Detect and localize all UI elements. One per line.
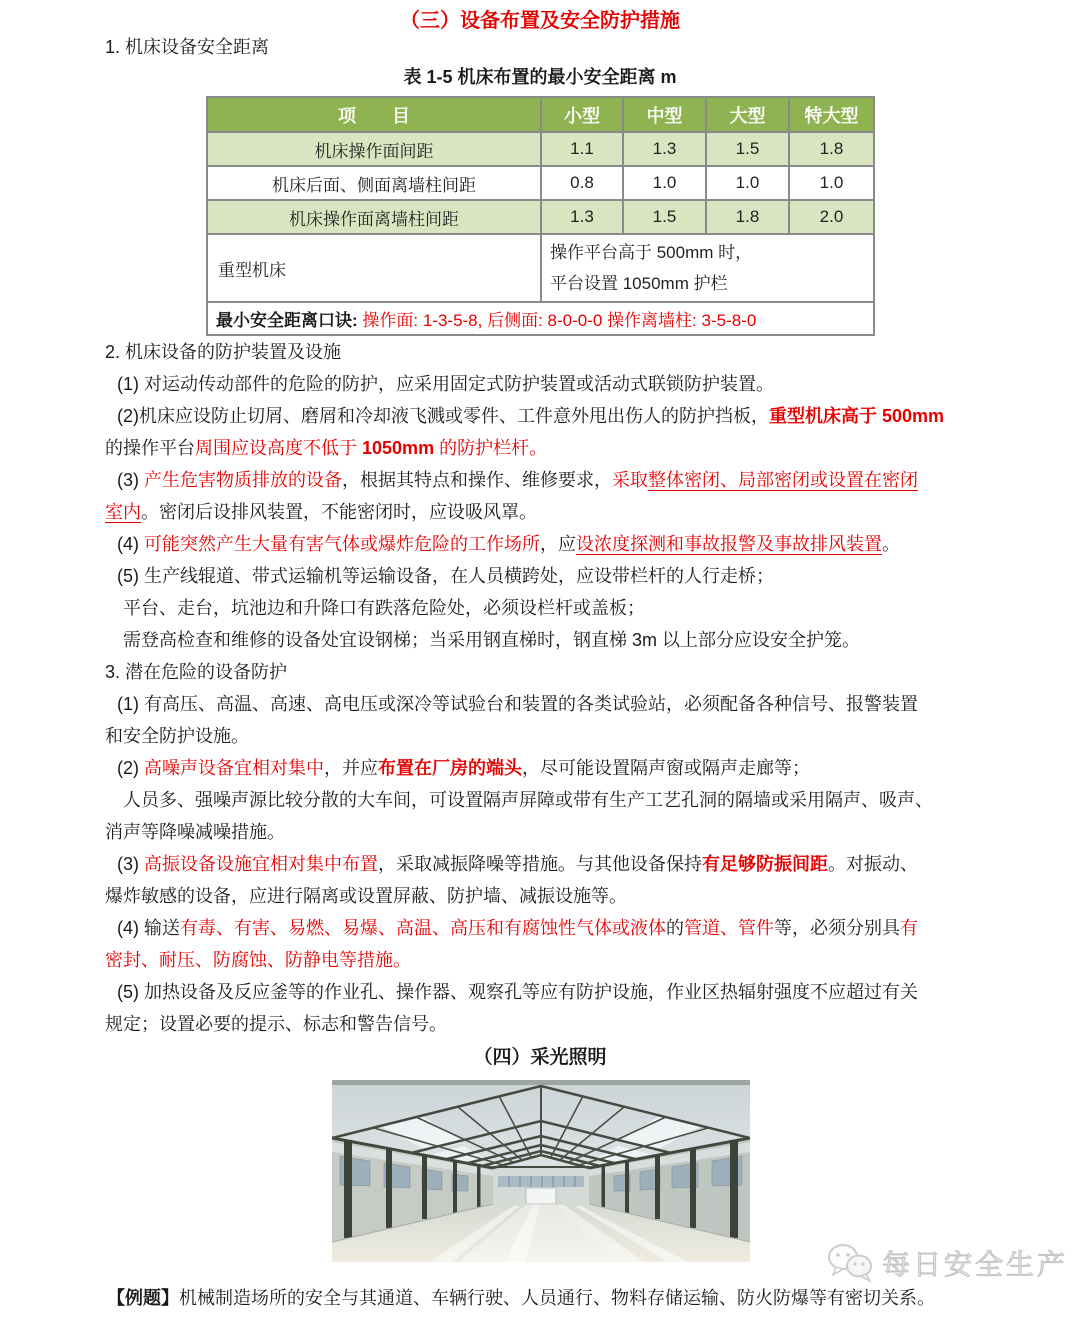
text-run: 平台、走台，坑池边和升降口有跌落危险处，必须设栏杆或盖板； — [123, 598, 645, 618]
table-header-row — [207, 97, 874, 132]
text-run: 的操作平台 — [105, 438, 195, 458]
heavy-machine-note — [541, 234, 874, 302]
text-line — [105, 816, 1065, 848]
text-run: 设浓度探测和事故报警及事故排风装置 — [576, 534, 882, 554]
text-line — [105, 752, 1065, 784]
text-run: 的防护栏杆。 — [434, 438, 548, 458]
text-line — [105, 528, 1065, 560]
text-run: 高噪声设备宜相对集中 — [144, 758, 324, 778]
col-header-medium: 中型 — [623, 97, 706, 132]
text-run: ，采取减振降噪等措施。与其他设备保持 — [378, 854, 702, 874]
text-run: (3) — [117, 854, 144, 874]
text-line — [105, 848, 1065, 880]
page-title: （三）设备布置及安全防护措施 — [400, 10, 680, 32]
text-run: 1050mm — [362, 438, 435, 458]
body-text — [105, 336, 1065, 1040]
text-run: 管道、管件 — [684, 918, 774, 938]
text-run: 等，必须分别具 — [774, 918, 900, 938]
wechat-icon — [826, 1242, 874, 1284]
section4-heading: （四）采光照明 — [473, 1047, 607, 1068]
text-run: 的 — [666, 918, 684, 938]
text-run: 产生危害物质排放的设备 — [144, 470, 342, 490]
heavy-note-line1: 操作平台高于 500mm 时， — [550, 243, 753, 262]
text-run: 人员多、强噪声源比较分散的大车间，可设置隔声屏障或带有生产工艺孔洞的隔墙或采用隔声、吸声、 — [123, 790, 933, 810]
text-line — [105, 944, 1065, 976]
text-line — [105, 720, 1065, 752]
row-value: 1.5 — [706, 132, 789, 166]
text-run: ，根据其特点和操作、维修要求， — [342, 470, 612, 490]
watermark-text: 每日安全生产 — [882, 1249, 1069, 1280]
col-header-large: 大型 — [706, 97, 789, 132]
text-line — [105, 784, 1065, 816]
row-value: 1.8 — [706, 200, 789, 234]
text-run: (5) 生产线辊道、带式运输机等运输设备，在人员横跨处，应设带栏杆的人行走桥； — [117, 566, 774, 586]
row-label: 机床操作面离墙柱间距 — [207, 200, 541, 234]
text-run: ，应 — [540, 534, 576, 554]
text-line — [105, 1008, 1065, 1040]
spacing-table-body — [207, 132, 874, 234]
section1-heading: 1. 机床设备安全距离 — [105, 37, 270, 57]
text-run: 整体密闭、局部密闭或设置在密闭 — [648, 470, 918, 490]
text-line — [105, 336, 1065, 368]
example-label: 【例题】 — [107, 1288, 179, 1308]
text-run: ，并应 — [324, 758, 378, 778]
row-value: 1.0 — [789, 166, 874, 200]
text-run: (2) — [117, 758, 144, 778]
col-header-small: 小型 — [541, 97, 623, 132]
text-run: 。 — [882, 534, 900, 554]
text-run: 密封、耐压、防腐蚀、防静电等措施。 — [105, 950, 411, 970]
text-run: (2)机床应设防止切屑、磨屑和冷却液飞溅或零件、工件意外甩出伤人的防护挡板， — [117, 406, 769, 426]
text-line — [105, 656, 1065, 688]
row-value: 1.5 — [623, 200, 706, 234]
text-run: 周围应设高度不低于 — [195, 438, 363, 458]
mnemonic-row — [207, 302, 874, 335]
row-value: 1.8 — [789, 132, 874, 166]
text-run: 室内 — [105, 502, 141, 522]
row-value: 1.1 — [541, 132, 623, 166]
table-row — [207, 200, 874, 234]
text-run: (4) — [117, 534, 144, 554]
text-run: 有 — [900, 918, 918, 938]
heavy-note-line2: 平台设置 1050mm 护栏 — [550, 274, 728, 293]
row-value: 1.0 — [623, 166, 706, 200]
text-line — [105, 368, 1065, 400]
text-line — [105, 592, 1065, 624]
text-run: 布置在厂房的端头 — [378, 758, 522, 778]
row-value: 1.0 — [706, 166, 789, 200]
text-line — [105, 976, 1065, 1008]
mnemonic-text: 操作面: 1-3-5-8, 后侧面: 8-0-0-0 操作离墙柱: 3-5-8-0 — [362, 311, 757, 330]
col-header-extra-large: 特大型 — [789, 97, 874, 132]
text-run: 采取 — [612, 470, 648, 490]
row-value: 2.0 — [789, 200, 874, 234]
text-run: (5) 加热设备及反应釜等的作业孔、操作器、观察孔等应有防护设施，作业区热辐射强度不应超过有关 — [117, 982, 918, 1002]
example-line — [107, 1284, 935, 1310]
table-row — [207, 132, 874, 166]
text-line — [105, 432, 1065, 464]
text-run: 可能突然产生大量有害气体或爆炸危险的工作场所 — [144, 534, 540, 554]
text-line — [105, 496, 1065, 528]
text-line — [105, 464, 1065, 496]
text-run: 有毒、有害、易燃、易爆、高温、高压和有腐蚀性气体或液体 — [180, 918, 666, 938]
text-run: 2. 机床设备的防护装置及设施 — [105, 342, 342, 362]
machine-spacing-table — [206, 96, 875, 336]
watermark — [826, 1242, 1068, 1284]
text-run: 3. 潜在危险的设备防护 — [105, 662, 288, 682]
row-label: 机床后面、侧面离墙柱间距 — [207, 166, 541, 200]
text-run: 规定；设置必要的提示、标志和警告信号。 — [105, 1014, 447, 1034]
text-run: 消声等降噪减噪措施。 — [105, 822, 285, 842]
heavy-machine-label: 重型机床 — [207, 234, 541, 302]
text-run: 高振设备设施宜相对集中布置 — [144, 854, 378, 874]
text-line — [105, 880, 1065, 912]
text-line — [105, 912, 1065, 944]
text-run: (3) — [117, 470, 144, 490]
text-run: 。对振动、 — [828, 854, 918, 874]
factory-photo-illustration — [332, 1080, 750, 1262]
text-run: 有足够防振间距 — [702, 854, 828, 874]
text-run: 需登高检查和维修的设备处宜设钢梯；当采用钢直梯时，钢直梯 3m 以上部分应设安全护笼。 — [123, 630, 861, 650]
example-text: 机械制造场所的安全与其通道、车辆行驶、人员通行、物料存储运输、防火防爆等有密切关系。 — [179, 1288, 935, 1308]
text-run: (1) 有高压、高温、高速、高电压或深冷等试验台和装置的各类试验站，必须配备各种信号、报警装置 — [117, 694, 918, 714]
row-value: 1.3 — [623, 132, 706, 166]
row-label: 机床操作面间距 — [207, 132, 541, 166]
text-run: 重型机床高于 500mm — [769, 406, 945, 426]
col-header-item: 项 目 — [207, 97, 541, 132]
text-line — [105, 624, 1065, 656]
text-line — [105, 688, 1065, 720]
text-run: 和安全防护设施。 — [105, 726, 249, 746]
table-row — [207, 166, 874, 200]
table-caption: 表 1-5 机床布置的最小安全距离 m — [403, 67, 677, 87]
factory-photo — [332, 1080, 750, 1262]
text-run: (4) 输送 — [117, 918, 180, 938]
row-value: 0.8 — [541, 166, 623, 200]
text-run: ，尽可能设置隔声窗或隔声走廊等； — [522, 758, 810, 778]
mnemonic-label: 最小安全距离口诀: — [216, 311, 363, 330]
text-line — [105, 400, 1065, 432]
heavy-machine-row — [207, 234, 874, 302]
row-value: 1.3 — [541, 200, 623, 234]
text-run: (1) 对运动传动部件的危险的防护，应采用固定式防护装置或活动式联锁防护装置。 — [117, 374, 774, 394]
mnemonic-cell — [207, 302, 874, 335]
text-run: 。密闭后设排风装置，不能密闭时，应设吸风罩。 — [141, 502, 537, 522]
text-line — [105, 560, 1065, 592]
text-run: 爆炸敏感的设备，应进行隔离或设置屏蔽、防护墙、减振设施等。 — [105, 886, 627, 906]
